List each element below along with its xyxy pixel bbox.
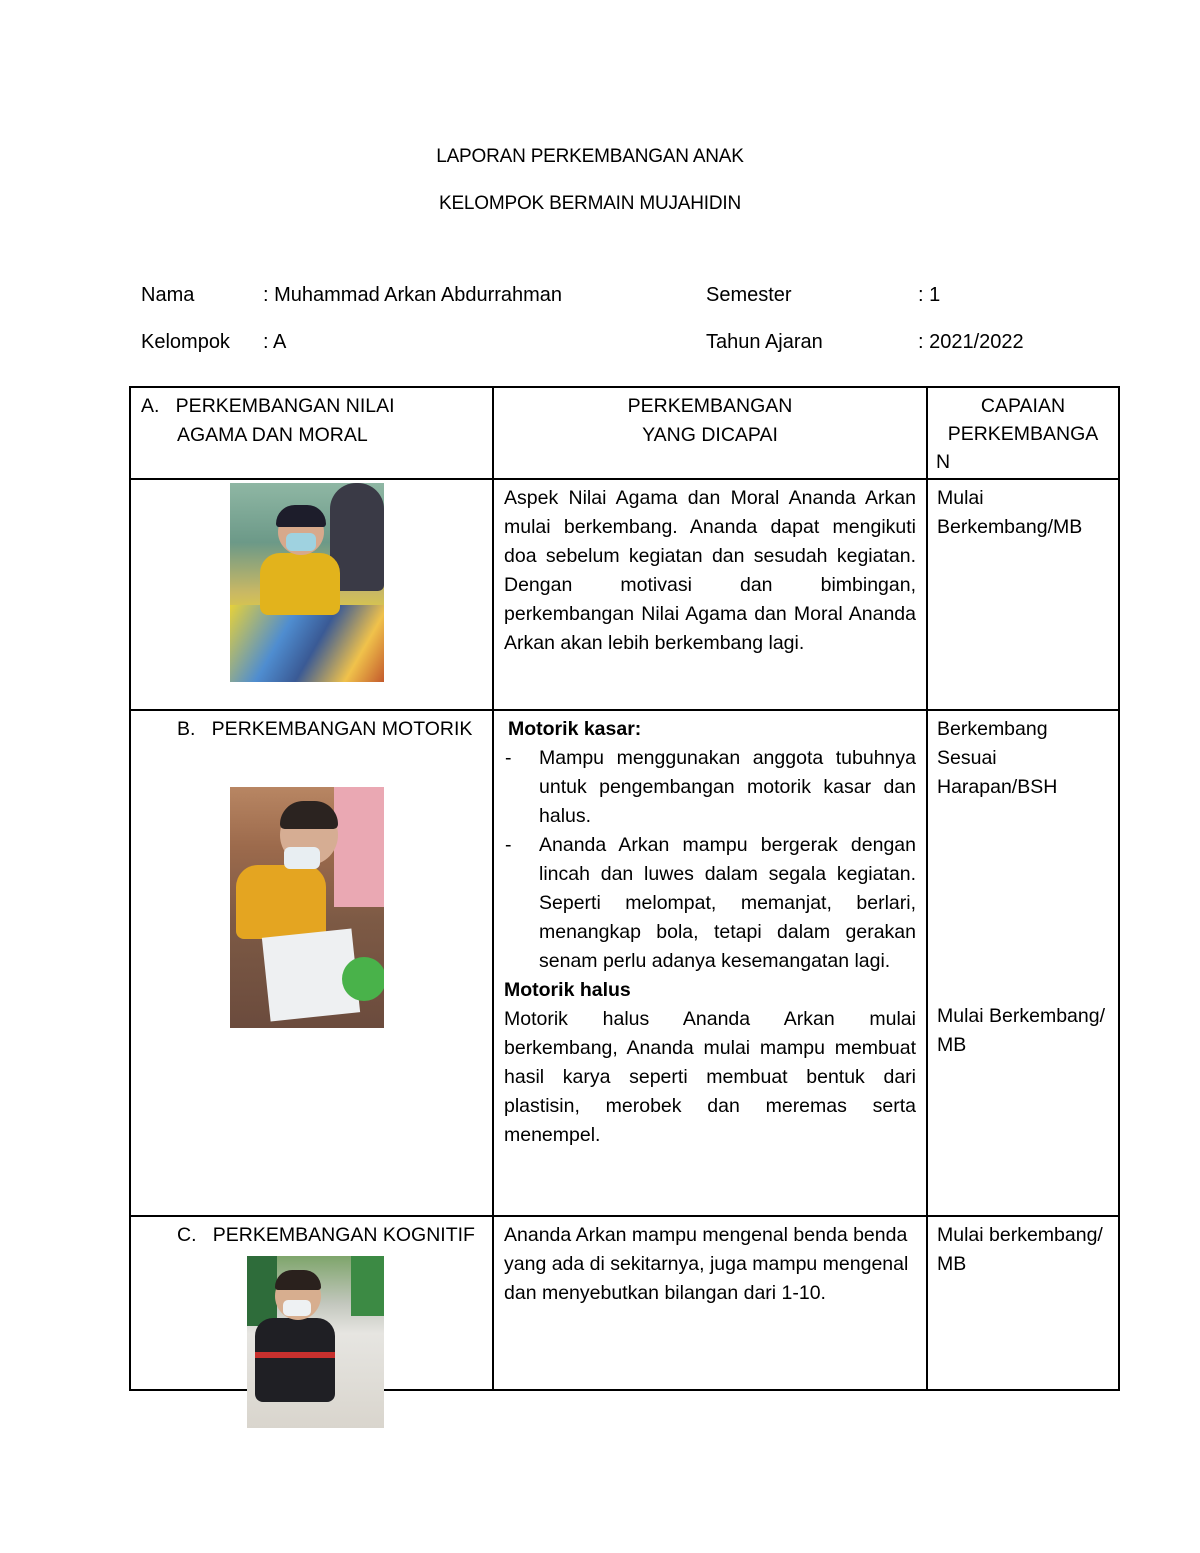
report-subtitle: KELOMPOK BERMAIN MUJAHIDIN bbox=[438, 193, 741, 214]
fine-motor-text: Motorik halus Ananda Arkan mulai berkembang, Ananda mulai mampu membuat hasil karya seperti membuat bentuk dari plastisin, merobek dan meremas serta menempel. bbox=[504, 1008, 916, 1146]
header-progress-line2: YANG DICAPAI bbox=[642, 424, 778, 446]
header-aspect bbox=[130, 387, 493, 479]
kelompok-value: : A bbox=[263, 331, 287, 353]
list-item: - Mampu menggunakan anggota tubuhnya untuk pengembangan motorik kasar dan halus. bbox=[539, 744, 916, 831]
motor-description bbox=[493, 710, 927, 1216]
semester-label: Semester bbox=[706, 284, 792, 306]
religion-achievement: Mulai Berkembang/MB bbox=[927, 479, 1119, 710]
header-achievement-line2: PERKEMBANGA bbox=[947, 423, 1099, 445]
tahun-value: : 2021/2022 bbox=[918, 331, 1024, 353]
table-header-row bbox=[130, 387, 1119, 479]
gross-motor-title: Motorik kasar: bbox=[508, 718, 642, 740]
aspect-motor-label: B. PERKEMBANGAN MOTORIK bbox=[177, 718, 473, 740]
motor-achievement bbox=[927, 710, 1119, 1216]
header-progress-line1: PERKEMBANGAN bbox=[627, 395, 793, 417]
religion-description: Aspek Nilai Agama dan Moral Ananda Arkan mulai berkembang. Ananda dapat mengikuti doa sebelum kegiatan dan sesudah kegiatan. Dengan motivasi dan bimbingan, perkembangan Nilai Agama dan Moral Ananda Arkan akan lebih berkembang lagi. bbox=[493, 479, 927, 710]
cognitive-achievement: Mulai berkembang/ MB bbox=[927, 1216, 1119, 1390]
photo-motor-activity bbox=[230, 787, 384, 1028]
nama-value: : Muhammad Arkan Abdurrahman bbox=[263, 284, 563, 306]
list-item: - Ananda Arkan mampu bergerak dengan lincah dan luwes dalam segala kegiatan. Seperti melompat, memanjat, berlari, menangkap bola, tetapi dalam gerakan senam perlu adanya kesemangatan lagi. bbox=[539, 831, 916, 976]
tahun-label: Tahun Ajaran bbox=[706, 331, 823, 353]
header-progress bbox=[493, 387, 927, 479]
cognitive-description: Ananda Arkan mampu mengenal benda benda yang ada di sekitarnya, juga mampu mengenal dan menyebutkan bilangan dari 1-10. bbox=[493, 1216, 927, 1390]
semester-value: : 1 bbox=[918, 284, 941, 306]
photo-cognitive-activity bbox=[247, 1256, 384, 1428]
header-achievement-line1: CAPAIAN bbox=[980, 395, 1066, 417]
gross-motor-achievement: Berkembang Sesuai Harapan/BSH bbox=[937, 718, 1058, 798]
nama-label: Nama bbox=[141, 284, 195, 306]
header-achievement bbox=[927, 387, 1119, 479]
report-title: LAPORAN PERKEMBANGAN ANAK bbox=[436, 146, 744, 167]
fine-motor-title: Motorik halus bbox=[504, 979, 631, 1001]
photo-religious-activity bbox=[230, 483, 384, 682]
header-aspect-line2: AGAMA DAN MORAL bbox=[177, 424, 368, 446]
aspect-cognitive-label: C. PERKEMBANGAN KOGNITIF bbox=[177, 1224, 475, 1246]
kelompok-label: Kelompok bbox=[141, 331, 230, 353]
header-achievement-line3: N bbox=[936, 451, 951, 473]
header-aspect-line1: A. PERKEMBANGAN NILAI bbox=[141, 395, 395, 417]
gross-motor-list bbox=[504, 744, 916, 976]
fine-motor-achievement: Mulai Berkembang/ MB bbox=[937, 1005, 1105, 1056]
